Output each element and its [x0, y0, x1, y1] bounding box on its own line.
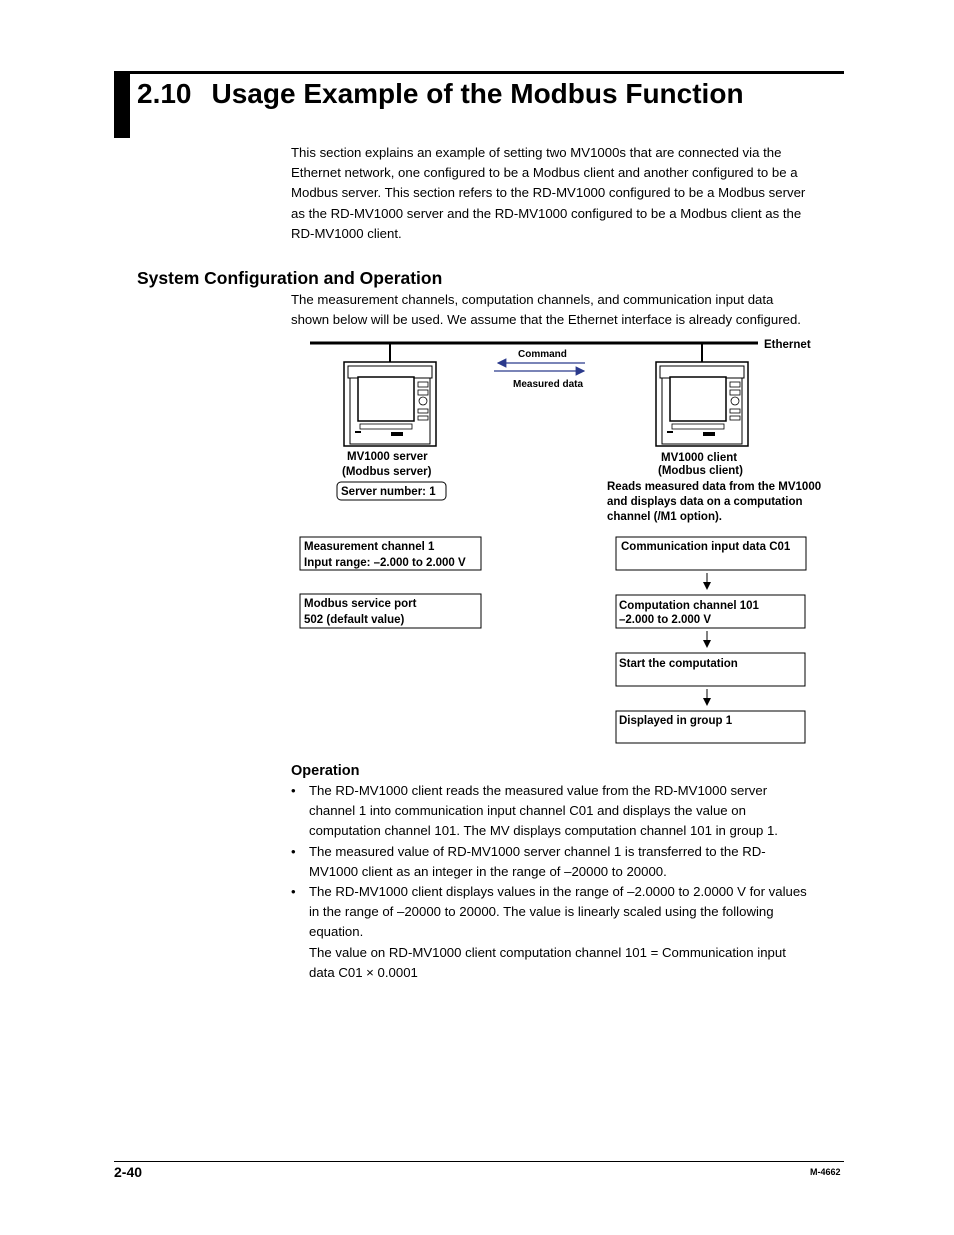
subsection-line: The measurement channels, computation channels, and communication input data	[291, 292, 774, 307]
footer-rule	[114, 1161, 844, 1162]
client-role: (Modbus client)	[658, 465, 743, 477]
intro-line: RD-MV1000 client.	[291, 225, 402, 241]
command-label: Command	[518, 349, 567, 360]
intro-line: Modbus server. This section refers to the RD-MV1000 configured to be a Modbus server	[291, 185, 806, 201]
client-flow-displayed-group	[616, 711, 805, 743]
bullet-icon: •	[291, 843, 296, 859]
page-number: 2-40	[114, 1164, 143, 1180]
intro-line: Ethernet network, one configured to be a Modbus client and another configured to be a	[291, 165, 798, 181]
operation-item: • The RD-MV1000 client displays values in the range of –2.0000 to 2.0000 V for values in the range of –20000 to 20000. The value is linearly scaled using the following equation. The value on RD-MV1000 client computation channel 101 = Communication input data C01 × 0.0001	[291, 884, 807, 980]
server-box-measurement	[300, 537, 481, 570]
svg-text:Input range: –2.000 to 2.000 V: Input range: –2.000 to 2.000 V	[304, 557, 466, 569]
client-device-icon	[656, 362, 748, 446]
server-name: MV1000 server	[347, 451, 428, 463]
intro-line: This section explains an example of setting two MV1000s that are connected via the	[291, 145, 782, 160]
svg-text:Start the computation: Start the computation	[619, 658, 738, 670]
intro-line: as the RD-MV1000 server and the RD-MV1000 configured to be a Modbus client as the	[291, 205, 802, 221]
measured-data-label: Measured data	[513, 379, 584, 390]
server-role: (Modbus server)	[342, 466, 432, 478]
client-desc-line: and displays data on a computation	[607, 496, 803, 508]
document-code: M-4662	[810, 1167, 841, 1177]
bullet-icon: •	[291, 884, 296, 900]
svg-text:Modbus service port: Modbus service port	[304, 598, 417, 610]
svg-text:Displayed in group 1: Displayed in group 1	[619, 715, 733, 727]
client-flow-computation-channel	[616, 595, 805, 628]
operation-list	[291, 781, 851, 983]
svg-text:Communication input data C01: Communication input data C01	[621, 541, 791, 553]
section-title-text: Usage Example of the Modbus Function	[211, 78, 744, 109]
operation-item: • The RD-MV1000 client reads the measured value from the RD-MV1000 server channel 1 into communication input channel C01 and displays the value on computation channel 101. The MV displays computation channel 101 in group 1.	[291, 783, 778, 839]
client-desc-line: Reads measured data from the MV1000	[607, 481, 822, 493]
svg-text:–2.000 to 2.000 V: –2.000 to 2.000 V	[619, 614, 712, 626]
bullet-icon: •	[291, 783, 296, 798]
client-flow-start-computation	[616, 653, 805, 686]
ethernet-label: Ethernet	[764, 339, 811, 351]
section-number: 2.10	[137, 78, 192, 109]
svg-text:Computation channel 101: Computation channel 101	[619, 600, 759, 612]
server-box-service-port	[300, 594, 481, 628]
operation-heading: Operation	[291, 763, 360, 779]
svg-text:Measurement channel 1: Measurement channel 1	[304, 541, 435, 553]
client-name: MV1000 client	[661, 452, 738, 464]
subsection-line: shown below will be used. We assume that the Ethernet interface is already configured.	[291, 312, 801, 328]
subsection-heading: System Configuration and Operation	[137, 268, 443, 288]
client-desc-line: channel (/M1 option).	[607, 511, 722, 523]
client-flow-comm-input	[616, 537, 806, 570]
svg-text:502 (default value): 502 (default value)	[304, 614, 405, 626]
operation-item: • The measured value of RD-MV1000 server channel 1 is transferred to the RD- MV1000 client as an integer in the range of –20000 to 20000.	[291, 843, 766, 879]
server-device-icon	[344, 362, 436, 446]
server-number: Server number: 1	[341, 486, 436, 498]
